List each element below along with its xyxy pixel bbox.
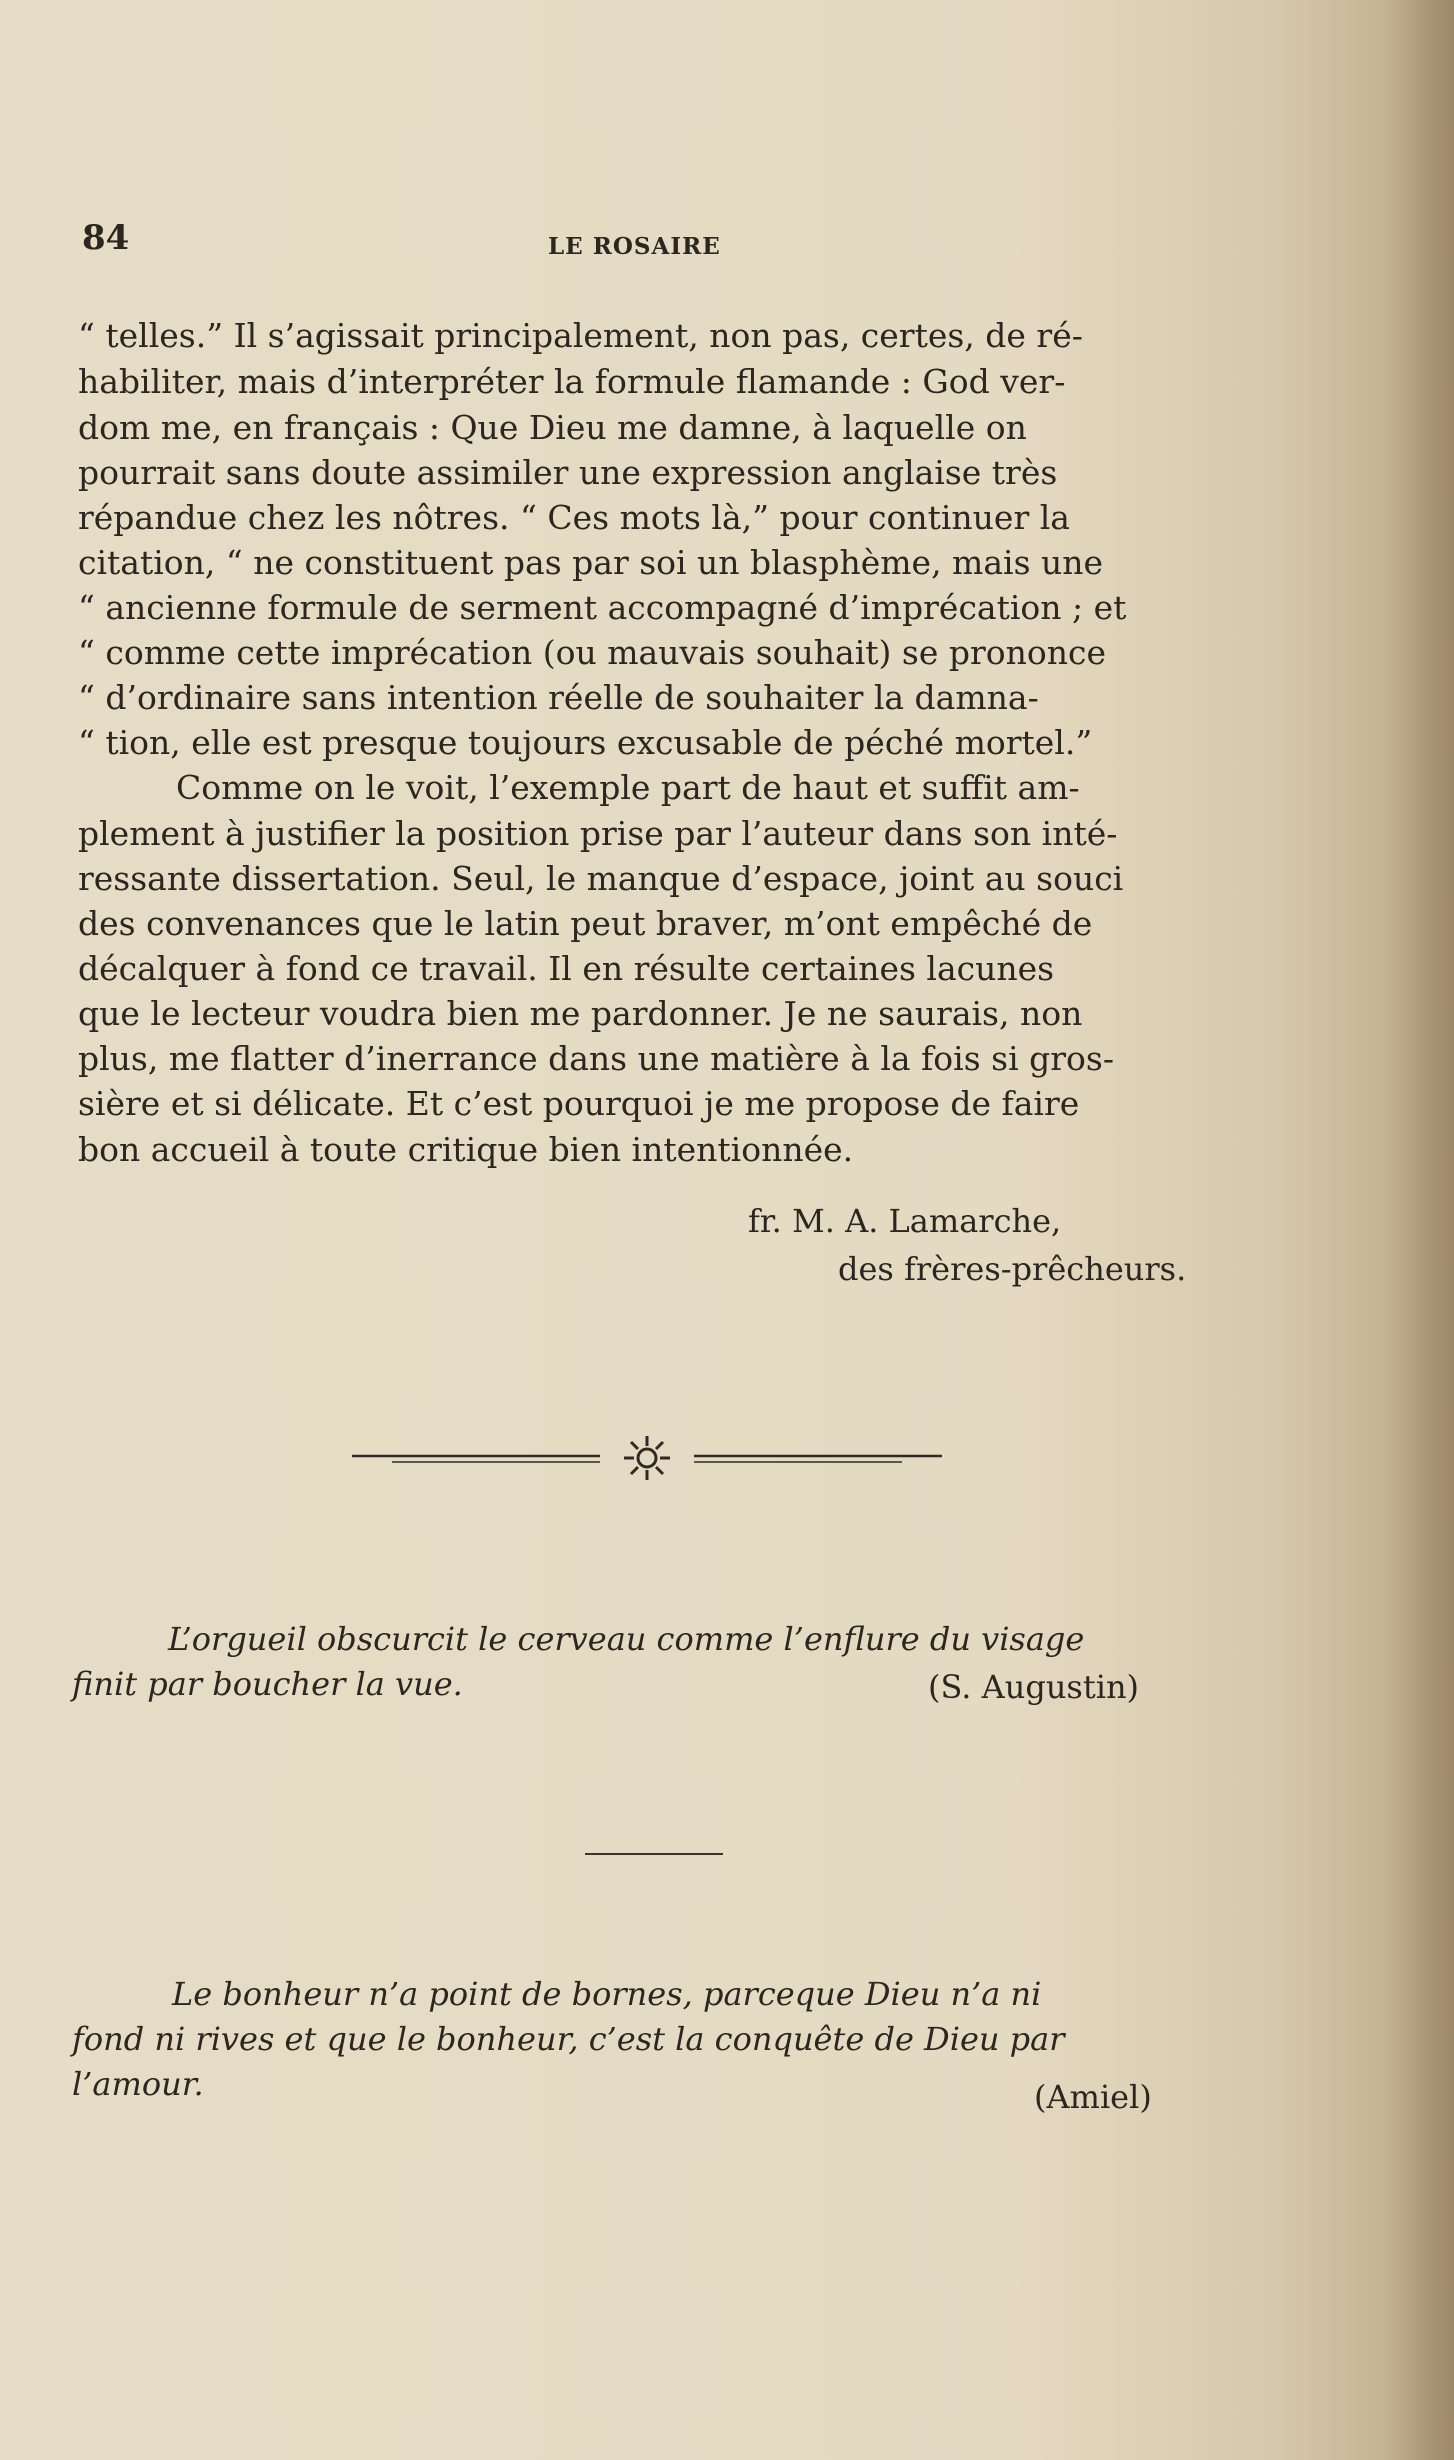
signature-name: fr. M. A. Lamarche, [748, 1202, 1062, 1240]
body-line: ressante dissertation. Seul, le manque d’espace, joint au souci [78, 859, 1124, 898]
running-title: LE ROSAIRE [548, 233, 721, 260]
asterisk-flourish-icon [352, 1428, 942, 1488]
quote-line: L’orgueil obscurcit le cerveau comme l’enflure du visage [168, 1620, 1085, 1658]
body-line: des convenances que le latin peut braver, m’ont empêché de [78, 904, 1093, 943]
body-line: habiliter, mais d’interpréter la formule flamande : God ver- [78, 362, 1066, 401]
quote-line: l’amour. [72, 2065, 204, 2103]
quote-line: fond ni rives et que le bonheur, c’est la conquête de Dieu par [72, 2020, 1065, 2058]
body-line: “ d’ordinaire sans intention réelle de souhaiter la damna- [78, 678, 1039, 717]
body-line: “ ancienne formule de serment accompagné d’imprécation ; et [78, 588, 1127, 627]
body-line: décalquer à fond ce travail. Il en résulte certaines lacunes [78, 949, 1055, 988]
body-line: “ tion, elle est presque toujours excusable de péché mortel.” [78, 723, 1093, 762]
page-number: 84 [82, 218, 130, 258]
quote-line: Le bonheur n’a point de bornes, parceque Dieu n’a ni [172, 1975, 1042, 2013]
body-line: dom me, en français : Que Dieu me damne, à laquelle on [78, 408, 1027, 447]
page-gutter-shadow [1384, 0, 1454, 2460]
quote-attribution: (Amiel) [1034, 2078, 1152, 2116]
body-line: répandue chez les nôtres. “ Ces mots là,” pour continuer la [78, 498, 1070, 537]
body-line: que le lecteur voudra bien me pardonner. Je ne saurais, non [78, 994, 1083, 1033]
quote-line: finit par boucher la vue. [72, 1665, 463, 1703]
signature-order: des frères-prêcheurs. [838, 1250, 1187, 1288]
body-line: pourrait sans doute assimiler une expression anglaise très [78, 453, 1058, 492]
body-line: bon accueil à toute critique bien intentionnée. [78, 1130, 854, 1169]
separator-rule [585, 1853, 723, 1855]
body-line: plus, me flatter d’inerrance dans une matière à la fois si gros- [78, 1039, 1114, 1078]
body-line: citation, “ ne constituent pas par soi un blasphème, mais une [78, 543, 1104, 582]
quote-attribution: (S. Augustin) [928, 1668, 1140, 1706]
body-line: “ telles.” Il s’agissait principalement, non pas, certes, de ré- [78, 316, 1083, 355]
body-line: “ comme cette imprécation (ou mauvais souhait) se prononce [78, 633, 1106, 672]
body-line: plement à justifier la position prise par l’auteur dans son inté- [78, 814, 1118, 853]
body-line: sière et si délicate. Et c’est pourquoi je me propose de faire [78, 1084, 1080, 1123]
body-line: Comme on le voit, l’exemple part de haut et suffit am- [176, 768, 1080, 807]
